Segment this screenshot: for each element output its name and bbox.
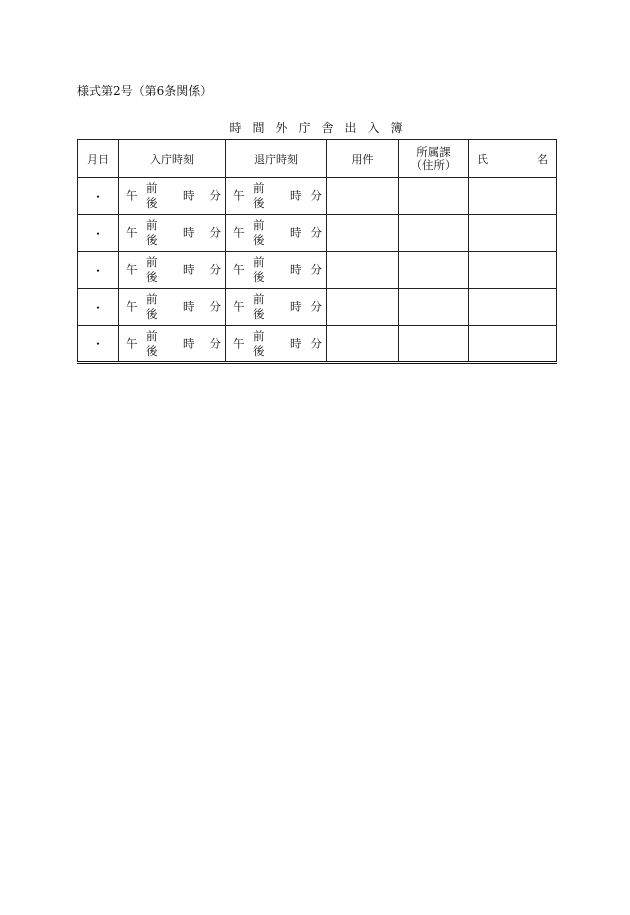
affiliation-cell[interactable] <box>399 326 469 363</box>
exit-time-cell[interactable] <box>226 178 327 215</box>
exit-time-cell[interactable] <box>226 326 327 363</box>
pm-label: 後 <box>253 307 265 321</box>
am-label: 前 <box>253 181 265 195</box>
purpose-cell[interactable] <box>327 289 399 326</box>
header-affiliation <box>399 140 469 178</box>
pm-label: 後 <box>146 270 158 284</box>
header-row <box>78 140 557 178</box>
ampm-prefix-label: 午 <box>233 188 245 203</box>
table-row <box>78 252 557 289</box>
pm-label: 後 <box>253 196 265 210</box>
pm-label: 後 <box>253 270 265 284</box>
am-label: 前 <box>253 329 265 343</box>
name-cell[interactable] <box>469 252 557 289</box>
form-number: 様式第2号（第6条関係） <box>77 84 213 98</box>
pm-label: 後 <box>146 196 158 210</box>
affiliation-cell[interactable] <box>399 252 469 289</box>
affiliation-cell[interactable] <box>399 215 469 252</box>
hour-label: 時 <box>290 225 302 240</box>
purpose-cell[interactable] <box>327 215 399 252</box>
form-title: 時間外庁舎出入簿 <box>229 121 414 135</box>
minute-label: 分 <box>209 188 221 203</box>
name-cell[interactable] <box>469 178 557 215</box>
ampm-prefix-label: 午 <box>233 262 245 277</box>
am-label: 前 <box>146 255 158 269</box>
entry-time-cell[interactable] <box>119 289 226 326</box>
pm-label: 後 <box>146 307 158 321</box>
entry-time-cell[interactable] <box>119 178 226 215</box>
header-name <box>469 140 557 178</box>
hour-label: 時 <box>290 299 302 314</box>
minute-label: 分 <box>310 262 322 277</box>
hour-label: 時 <box>183 262 195 277</box>
purpose-cell[interactable] <box>327 178 399 215</box>
hour-label: 時 <box>183 188 195 203</box>
header-name-left: 氏 <box>477 152 488 166</box>
entry-time-cell[interactable] <box>119 215 226 252</box>
header-entry-time: 入庁時刻 <box>119 140 226 178</box>
minute-label: 分 <box>209 225 221 240</box>
exit-time-cell[interactable] <box>226 252 327 289</box>
name-cell[interactable] <box>469 289 557 326</box>
pm-label: 後 <box>146 233 158 247</box>
am-label: 前 <box>146 181 158 195</box>
affiliation-cell[interactable] <box>399 289 469 326</box>
name-cell[interactable] <box>469 326 557 363</box>
date-cell[interactable]: ・ <box>78 215 119 252</box>
am-label: 前 <box>146 218 158 232</box>
table-row <box>78 289 557 326</box>
ampm-prefix-label: 午 <box>126 225 138 240</box>
header-exit-time: 退庁時刻 <box>226 140 327 178</box>
hour-label: 時 <box>183 336 195 350</box>
hour-label: 時 <box>290 336 302 350</box>
minute-label: 分 <box>310 188 322 203</box>
pm-label: 後 <box>253 233 265 247</box>
hour-label: 時 <box>183 299 195 314</box>
table-row <box>78 215 557 252</box>
am-label: 前 <box>146 329 158 343</box>
purpose-cell[interactable] <box>327 326 399 363</box>
minute-label: 分 <box>209 299 221 314</box>
table-row <box>78 326 557 363</box>
ampm-prefix-label: 午 <box>126 262 138 277</box>
entry-time-cell[interactable] <box>119 252 226 289</box>
minute-label: 分 <box>310 299 322 314</box>
exit-time-cell[interactable] <box>226 289 327 326</box>
date-cell[interactable]: ・ <box>78 252 119 289</box>
minute-label: 分 <box>310 225 322 240</box>
ampm-prefix-label: 午 <box>233 336 245 350</box>
am-label: 前 <box>146 292 158 306</box>
am-label: 前 <box>253 218 265 232</box>
ampm-prefix-label: 午 <box>126 299 138 314</box>
entry-exit-register-table <box>77 139 557 364</box>
date-cell[interactable]: ・ <box>78 289 119 326</box>
header-affiliation-line2: （住所） <box>410 157 457 172</box>
ampm-prefix-label: 午 <box>126 336 138 350</box>
exit-time-cell[interactable] <box>226 215 327 252</box>
entry-time-cell[interactable] <box>119 326 226 363</box>
hour-label: 時 <box>183 225 195 240</box>
header-name-right: 名 <box>537 152 548 166</box>
header-purpose: 用件 <box>327 140 399 178</box>
am-label: 前 <box>253 255 265 269</box>
pm-label: 後 <box>253 344 265 358</box>
register-body <box>78 178 557 363</box>
ampm-prefix-label: 午 <box>126 188 138 203</box>
minute-label: 分 <box>209 262 221 277</box>
pm-label: 後 <box>146 344 158 358</box>
ampm-prefix-label: 午 <box>233 299 245 314</box>
purpose-cell[interactable] <box>327 252 399 289</box>
affiliation-cell[interactable] <box>399 178 469 215</box>
name-cell[interactable] <box>469 215 557 252</box>
hour-label: 時 <box>290 188 302 203</box>
minute-label: 分 <box>310 336 322 350</box>
date-cell[interactable]: ・ <box>78 326 119 363</box>
table-row <box>78 178 557 215</box>
date-cell[interactable]: ・ <box>78 178 119 215</box>
minute-label: 分 <box>209 336 221 350</box>
hour-label: 時 <box>290 262 302 277</box>
am-label: 前 <box>253 292 265 306</box>
header-affiliation-line1: 所属課 <box>416 144 451 159</box>
header-date: 月日 <box>78 140 119 178</box>
ampm-prefix-label: 午 <box>233 225 245 240</box>
